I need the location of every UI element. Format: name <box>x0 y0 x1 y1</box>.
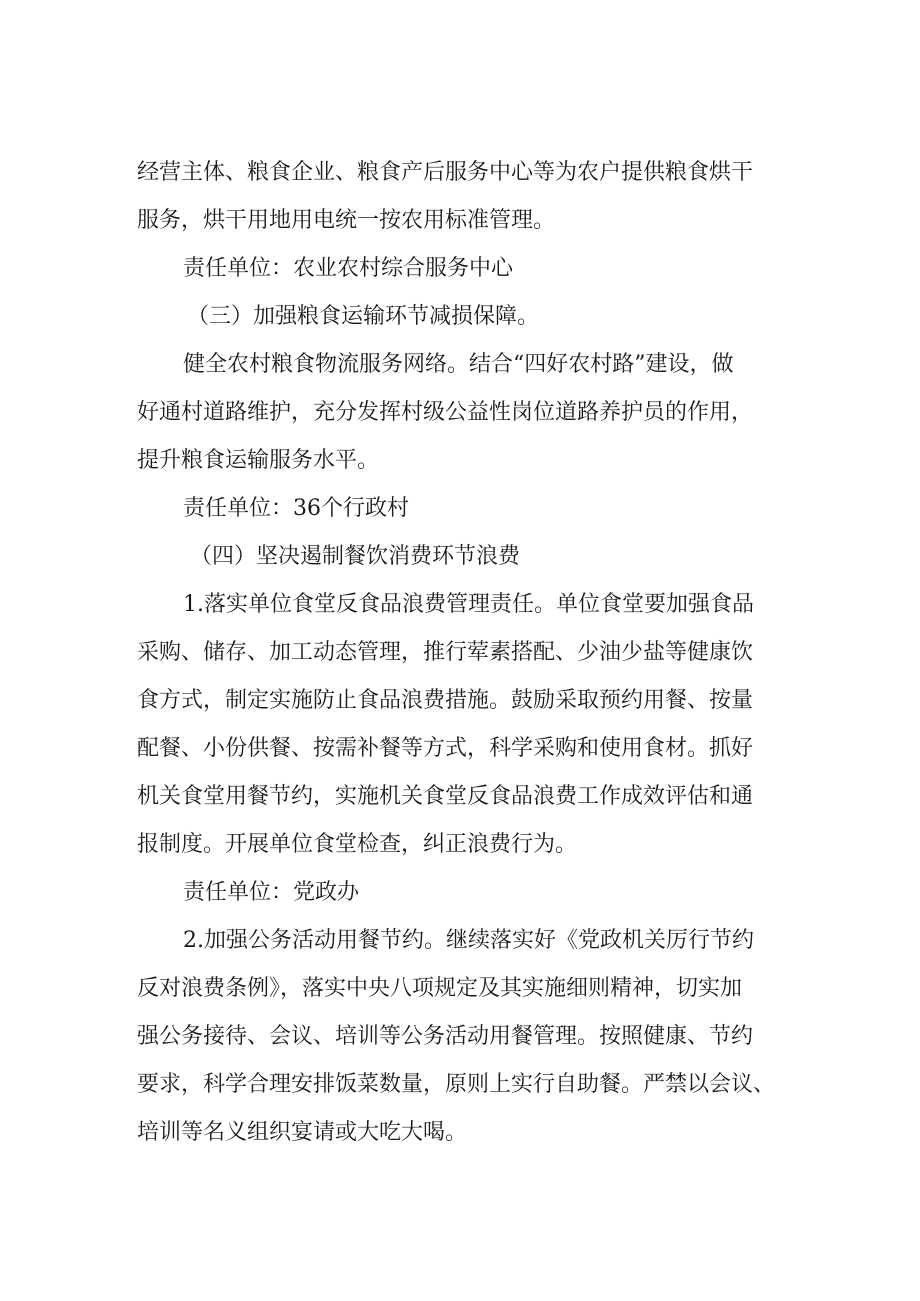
paragraph-line <box>0 1113 920 1153</box>
paragraph-line <box>0 345 920 385</box>
paragraph-line <box>0 585 920 625</box>
line-text: 提升粮食运输服务水平。 <box>137 448 380 473</box>
paragraph-line <box>0 921 920 961</box>
line-text: 好通村道路维护，充分发挥村级公益性岗位道路养护员的作用， <box>137 400 754 425</box>
line-text: 机关食堂用餐节约，实施机关食堂反食品浪费工作成效评估和通 <box>137 784 754 809</box>
paragraph-line <box>0 777 920 817</box>
line-text: 培训等名义组织宴请或大吃大喝。 <box>137 1120 468 1145</box>
paragraph-line <box>0 153 920 193</box>
line-text: 反对浪费条例》，落实中央八项规定及其实施细则精神，切实加 <box>137 976 743 1001</box>
line-text: 健全农村粮食物流服务网络。结合“四好农村路”建设，做 <box>183 352 734 377</box>
line-text: 食方式，制定实施防止食品浪费措施。鼓励采取预约用餐、按量 <box>137 688 754 713</box>
line-text: 经营主体、粮食企业、粮食产后服务中心等为农户提供粮食烘干 <box>137 160 754 185</box>
line-text: 配餐、小份供餐、按需补餐等方式，科学采购和使用食材。抓好 <box>137 736 754 761</box>
section-heading <box>0 297 920 337</box>
line-text: 报制度。开展单位食堂检查，纠正浪费行为。 <box>137 832 578 857</box>
paragraph-line <box>0 1065 920 1105</box>
line-text: 责任单位：农业农村综合服务中心 <box>183 256 514 281</box>
paragraph-line <box>0 249 920 289</box>
paragraph-line <box>0 681 920 721</box>
paragraph-line <box>0 969 920 1009</box>
line-text: 1.落实单位食堂反食品浪费管理责任。单位食堂要加强食品 <box>183 592 754 617</box>
line-text: 强公务接待、会议、培训等公务活动用餐管理。按照健康、节约 <box>137 1024 754 1049</box>
paragraph-line <box>0 633 920 673</box>
line-text: 要求，科学合理安排饭菜数量，原则上实行自助餐。严禁以会议、 <box>137 1072 776 1097</box>
line-text: 2.加强公务活动用餐节约。继续落实好《党政机关厉行节约 <box>183 928 754 953</box>
paragraph-line <box>0 201 920 241</box>
line-text: （四）坚决遏制餐饮消费环节浪费 <box>190 544 521 569</box>
line-text: 责任单位：36个行政村 <box>183 496 409 521</box>
paragraph-line <box>0 489 920 529</box>
line-text: （三）加强粮食运输环节减损保障。 <box>187 304 540 329</box>
paragraph-line <box>0 873 920 913</box>
line-text: 责任单位：党政办 <box>183 880 360 905</box>
paragraph-line <box>0 1017 920 1057</box>
paragraph-line <box>0 441 920 481</box>
paragraph-line <box>0 729 920 769</box>
section-heading <box>0 537 920 577</box>
paragraph-line <box>0 393 920 433</box>
paragraph-line <box>0 825 920 865</box>
line-text: 采购、储存、加工动态管理，推行荤素搭配、少油少盐等健康饮 <box>137 640 754 665</box>
line-text: 服务，烘干用地用电统一按农用标准管理。 <box>137 208 556 233</box>
